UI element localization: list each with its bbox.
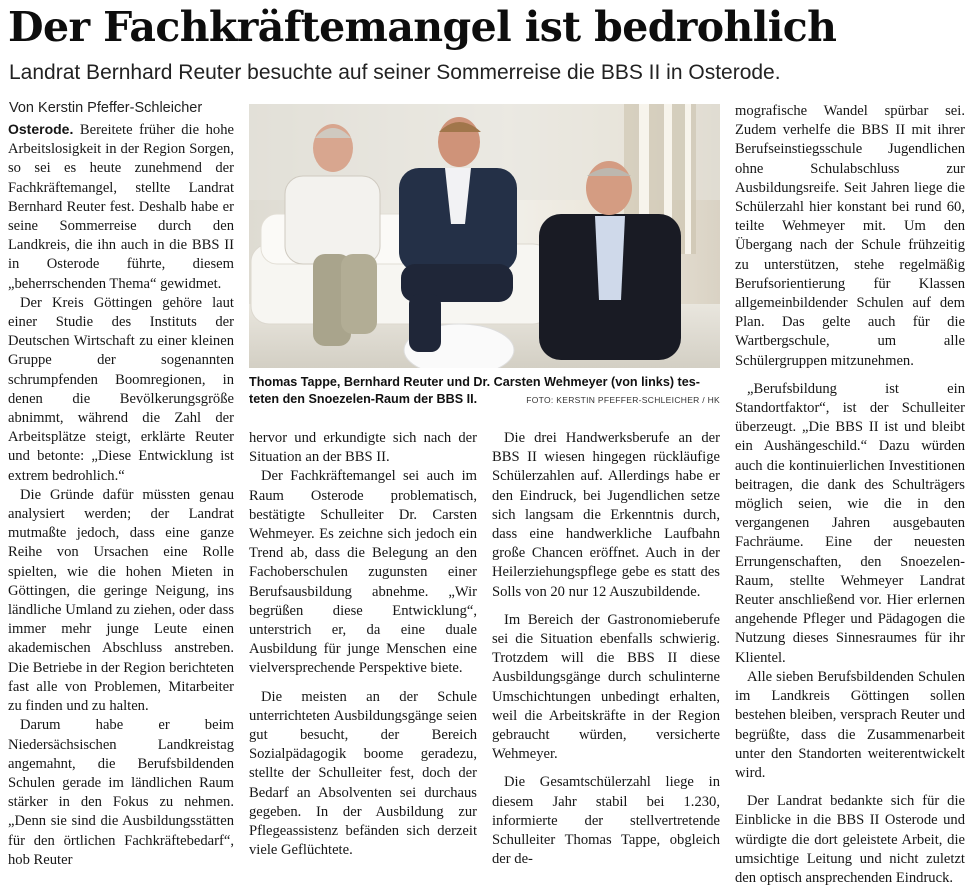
paragraph: „Berufsbildung ist ein Standortfaktor“, ist der Schulleiter überzeugt. „Die BBS II ist und bleibt ein Aushängeschild.“ Dazu würden auch die kontinuierlichen Investitionen beitragen, die dank des Schulträgers möglich seien, wie die in den vergangenen Jahren ausgebauten Fachräume. Eine der neuesten Errungenschaften, den Snoezelen-Raum, stellte Wehmeyer Landrat Reuter anschließend vor. Hier erlernen angehende Pfleger und Pädagogen die Nutzung dieses Sinnesraumes für ihr Klientel. (735, 380, 965, 666)
article-photo (249, 104, 720, 368)
column-4 (735, 102, 965, 888)
column-2 (249, 429, 477, 860)
headline: Der Fachkräftemangel ist bedrohlich (8, 3, 837, 51)
byline: Von Kerstin Pfeffer-Schleicher (9, 100, 203, 116)
caption-line: Thomas Tappe, Bernhard Reuter und Dr. Carsten Wehmeyer (von links) tes- (249, 375, 700, 389)
paragraph: Die Gründe dafür müssten genau analysiert werden; der Landrat mutmaßte jedoch, dass eine ganze Reihe von Ursachen eine Rolle spielten, wie die hohen Mieten in Göttingen, die geringe Neigung, ins ländliche Umland zu ziehen, oder dass immer mehr junge Leute einen akademischen Abschluss anstreben. Die Betriebe in der Region berichteten fast alle von Problemen, Mitarbeiter zu finden und zu halten. (8, 486, 234, 715)
dateline: Osterode. (8, 121, 74, 137)
subheadline: Landrat Bernhard Reuter besuchte auf seiner Sommerreise die BBS II in Osterode. (9, 61, 781, 84)
photo-credit: FOTO: KERSTIN PFEFFER-SCHLEICHER / HK (526, 395, 720, 405)
paragraph: Der Landrat bedankte sich für die Einblicke in die BBS II Osterode und würdigte die dort geleistete Arbeit, die umsichtige Leitung und nicht zuletzt den optisch ansprechenden Eindruck. (735, 793, 965, 886)
paragraph: Die Gesamtschülerzahl liege in diesem Jahr stabil bei 1.230, informierte der stellvertretende Schulleiter Thomas Tappe, obgleich der de- (492, 774, 720, 868)
paragraph: hervor und erkundigte sich nach der Situation an der BBS II. (249, 430, 477, 466)
paragraph: Die meisten an der Schule unterrichteten Ausbildungsgänge seien gut besucht, der Bereich Sozialpädagogik boome geradezu, stellte der Schulleiter fest, doch der Bedarf an Absolventen sei durchaus gegeben. In der Ausbildung zur Pflegeassistenz befänden sich derzeit viele Geflüchtete. (249, 688, 477, 859)
paragraph: Im Bereich der Gastronomieberufe sei die Situation ebenfalls schwierig. Trotzdem will die BBS II diese Ausbildungsgänge durch schulinterne Umschichtungen unbedingt erhalten, weil die Arbeitskräfte in der Region gebraucht würden, versicherte Wehmeyer. (492, 611, 720, 763)
caption-line: teten den Snoezelen-Raum der BBS II. (249, 392, 478, 406)
paragraph-intro (8, 120, 234, 294)
paragraph: Der Kreis Göttingen gehöre laut einer Studie des Instituts der Deutschen Wirtschaft zu einer kleinen Gruppe der sogenannten schrumpfenden Boomregionen, in denen die Bevölkerungsgröße abnimmt, während die Zahl der Arbeitsplätze steigt, erklärte Reuter und betonte: „Diese Entwicklung ist extrem bedrohlich.“ (8, 294, 234, 484)
photo-illustration (249, 104, 720, 368)
paragraph: Der Fachkräftemangel sei auch im Raum Osterode problematisch, bestätigte Schulleiter Dr. Carsten Wehmeyer. Es zeichne sich jedoch ein Trend ab, dass die Belegung an den Fachoberschulen zugunsten einer Berufsausbildung abnehme. „Wir begrüßen diese Entwicklung“, unterstrich er, da eine duale Ausbildung für junge Menschen eine vielversprechende Perspektive biete. (249, 468, 477, 677)
paragraph: mografische Wandel spürbar sei. Zudem verhelfe die BBS II mit ihrer Berufseinstiegsschule Jugendlichen ohne Schulabschluss zur Ausbildungsreife. Seit Jahren liege die Schülerzahl hier konstant bei rund 60, teilte Wehmeyer mit. Um den Übergang nach der Schule frühzeitig zu unterstützen, stehe regelmäßig Berufsorientierung für Klassen allgemeinbildender Schulen auf dem Plan. Das gelte auch für die Wartbergschule, um alle Schülergruppen mitzunehmen. (735, 103, 965, 369)
paragraph: Darum habe er beim Niedersächsischen Landkreistag angemahnt, die Berufsbildenden Schulen gerade im ländlichen Raum stärker in den Fokus zu nehmen. „Denn sie sind die Ausbildungsstätten für den örtlichen Fachkräftebedarf“, hob Reuter (8, 717, 234, 868)
paragraph: Alle sieben Berufsbildenden Schulen im Landkreis Göttingen sollen bestehen bleiben, versprach Reuter und begrüßte, dass die Zusammenarbeit unter den Standorten weiterentwickelt wird. (735, 668, 965, 781)
column-1 (8, 120, 234, 870)
paragraph: Die drei Handwerksberufe an der BBS II wiesen hingegen rückläufige Schülerzahlen auf. Allerdings habe er den Eindruck, bei Jugendlichen setze sich langsam die Erkenntnis durch, dass eine handwerkliche Laufbahn große Chancen eröffnet. Auch in der Heilerziehungspflege gebe es statt des Solls von 20 nur 12 Auszubildende. (492, 430, 720, 600)
paragraph-text: Bereitete früher die hohe Arbeitslosigkeit in der Region Sorgen, so sei es heute zunehmend der Fachkräftemangel, stellte Landrat Bernhard Reuter fest. Deshalb habe er seine Sommerreise durch den Landkreis, die ihn auch in die BBS II in Osterode führte, diesem „beherrschenden Thema“ gewidmet. (8, 122, 234, 292)
column-3 (492, 429, 720, 869)
